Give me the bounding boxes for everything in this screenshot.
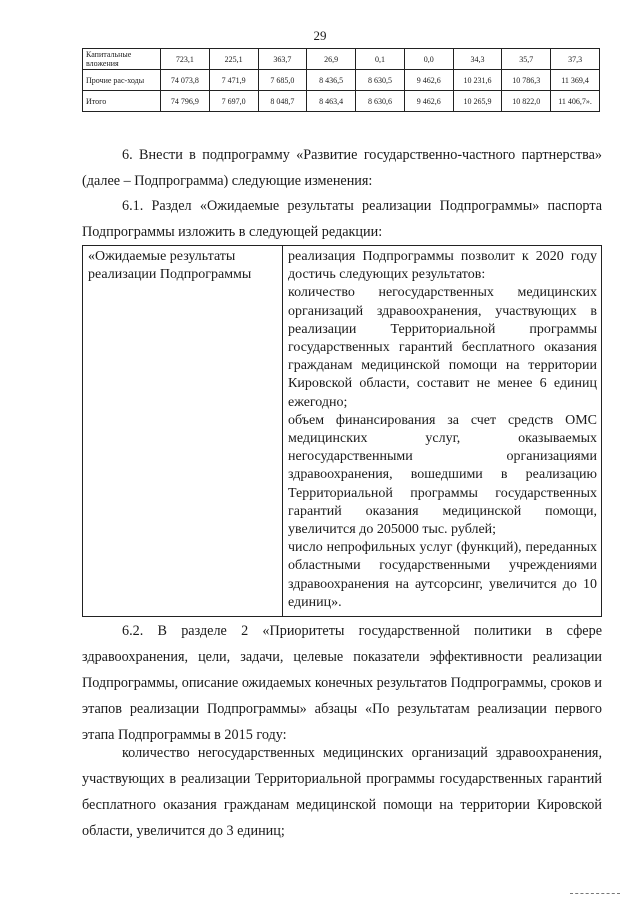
financing-table (82, 48, 600, 112)
table-cell: 11 406,7». (551, 91, 600, 112)
table-cell: 11 369,4 (551, 70, 600, 91)
page-number: 29 (313, 28, 327, 43)
table-row (83, 246, 602, 617)
table-cell: 723,1 (161, 49, 210, 70)
table-cell: 8 436,5 (307, 70, 356, 91)
paragraph-6: 6. Внести в подпрограмму «Развитие государственно-частного партнерства» (далее – Подпрограмма) следующие изменения: (82, 147, 602, 189)
footer-divider (570, 893, 620, 894)
passport-section-content (283, 246, 602, 617)
table-cell: 35,7 (502, 49, 551, 70)
table-cell: 34,3 (453, 49, 502, 70)
table-cell: 74 073,8 (161, 70, 210, 91)
result-item: число непрофильных услуг (функций), переданных областными государственными учреждениями здравоохранения на аутсорсинг, увеличится до 10 единиц». (288, 540, 597, 610)
table-cell: 9 462,6 (404, 70, 453, 91)
table-cell: 10 786,3 (502, 70, 551, 91)
table-cell: 37,3 (551, 49, 600, 70)
table-cell: 10 231,6 (453, 70, 502, 91)
paragraph-6-2: 6.2. В разделе 2 «Приоритеты государственной политики в сфере здравоохранения, цели, задачи, целевые показатели эффективности реализации Подпрограммы, описание ожидаемых конечных результатов Подпрограммы, сроков и этапов реализации Подпрограммы» абзацы «По результатам реализации первого этапа Подпрограммы в 2015 году: (82, 623, 602, 743)
table-cell: 363,7 (258, 49, 307, 70)
table-row (83, 70, 600, 91)
table-cell: 9 462,6 (404, 91, 453, 112)
table-cell: 7 685,0 (258, 70, 307, 91)
result-item: количество негосударственных медицинских организаций здравоохранения, участвующих в реализации Территориальной программы государственных гарантий бесплатного оказания гражданам медицинской помощи на территории Кировской области, составит не менее 6 единиц ежегодно; (288, 285, 597, 410)
table-cell: 8 630,5 (356, 70, 405, 91)
table-cell: 74 796,9 (161, 91, 210, 112)
table-cell: 10 822,0 (502, 91, 551, 112)
row-label: Итого (83, 91, 161, 112)
table-cell: 225,1 (209, 49, 258, 70)
table-cell: 7 697,0 (209, 91, 258, 112)
table-row (83, 49, 600, 70)
table-cell: 0,0 (404, 49, 453, 70)
passport-section-title: «Ожидаемые результаты реализации Подпрограммы (83, 246, 283, 617)
result-item: объем финансирования за счет средств ОМС медицинских услуг, оказываемых негосударственными организациями здравоохранения, вошедшими в реализацию Территориальной программы государственных гарантий оказания медицинской помощи, увеличится до 205000 тыс. рублей; (288, 412, 597, 538)
result-item: реализация Подпрограммы позволит к 2020 году достичь следующих результатов: (288, 249, 597, 283)
table-row (83, 91, 600, 112)
table-cell: 8 463,4 (307, 91, 356, 112)
table-cell: 7 471,9 (209, 70, 258, 91)
table-cell: 8 630,6 (356, 91, 405, 112)
table-cell: 10 265,9 (453, 91, 502, 112)
table-cell: 8 048,7 (258, 91, 307, 112)
row-label: Прочие рас-ходы (83, 70, 161, 91)
paragraph-6-1: 6.1. Раздел «Ожидаемые результаты реализации Подпрограммы» паспорта Подпрограммы изложить в следующей редакции: (82, 198, 602, 240)
paragraph-indent: количество негосударственных медицинских организаций здравоохранения, участвующих в реализации Территориальной программы государственных гарантий бесплатного оказания гражданам медицинской помощи на территории Кировской области, увеличится до 3 единиц; (82, 745, 602, 839)
table-cell: 0,1 (356, 49, 405, 70)
row-label: Капитальные вложения (83, 49, 161, 70)
table-cell: 26,9 (307, 49, 356, 70)
passport-section-table (82, 245, 602, 617)
